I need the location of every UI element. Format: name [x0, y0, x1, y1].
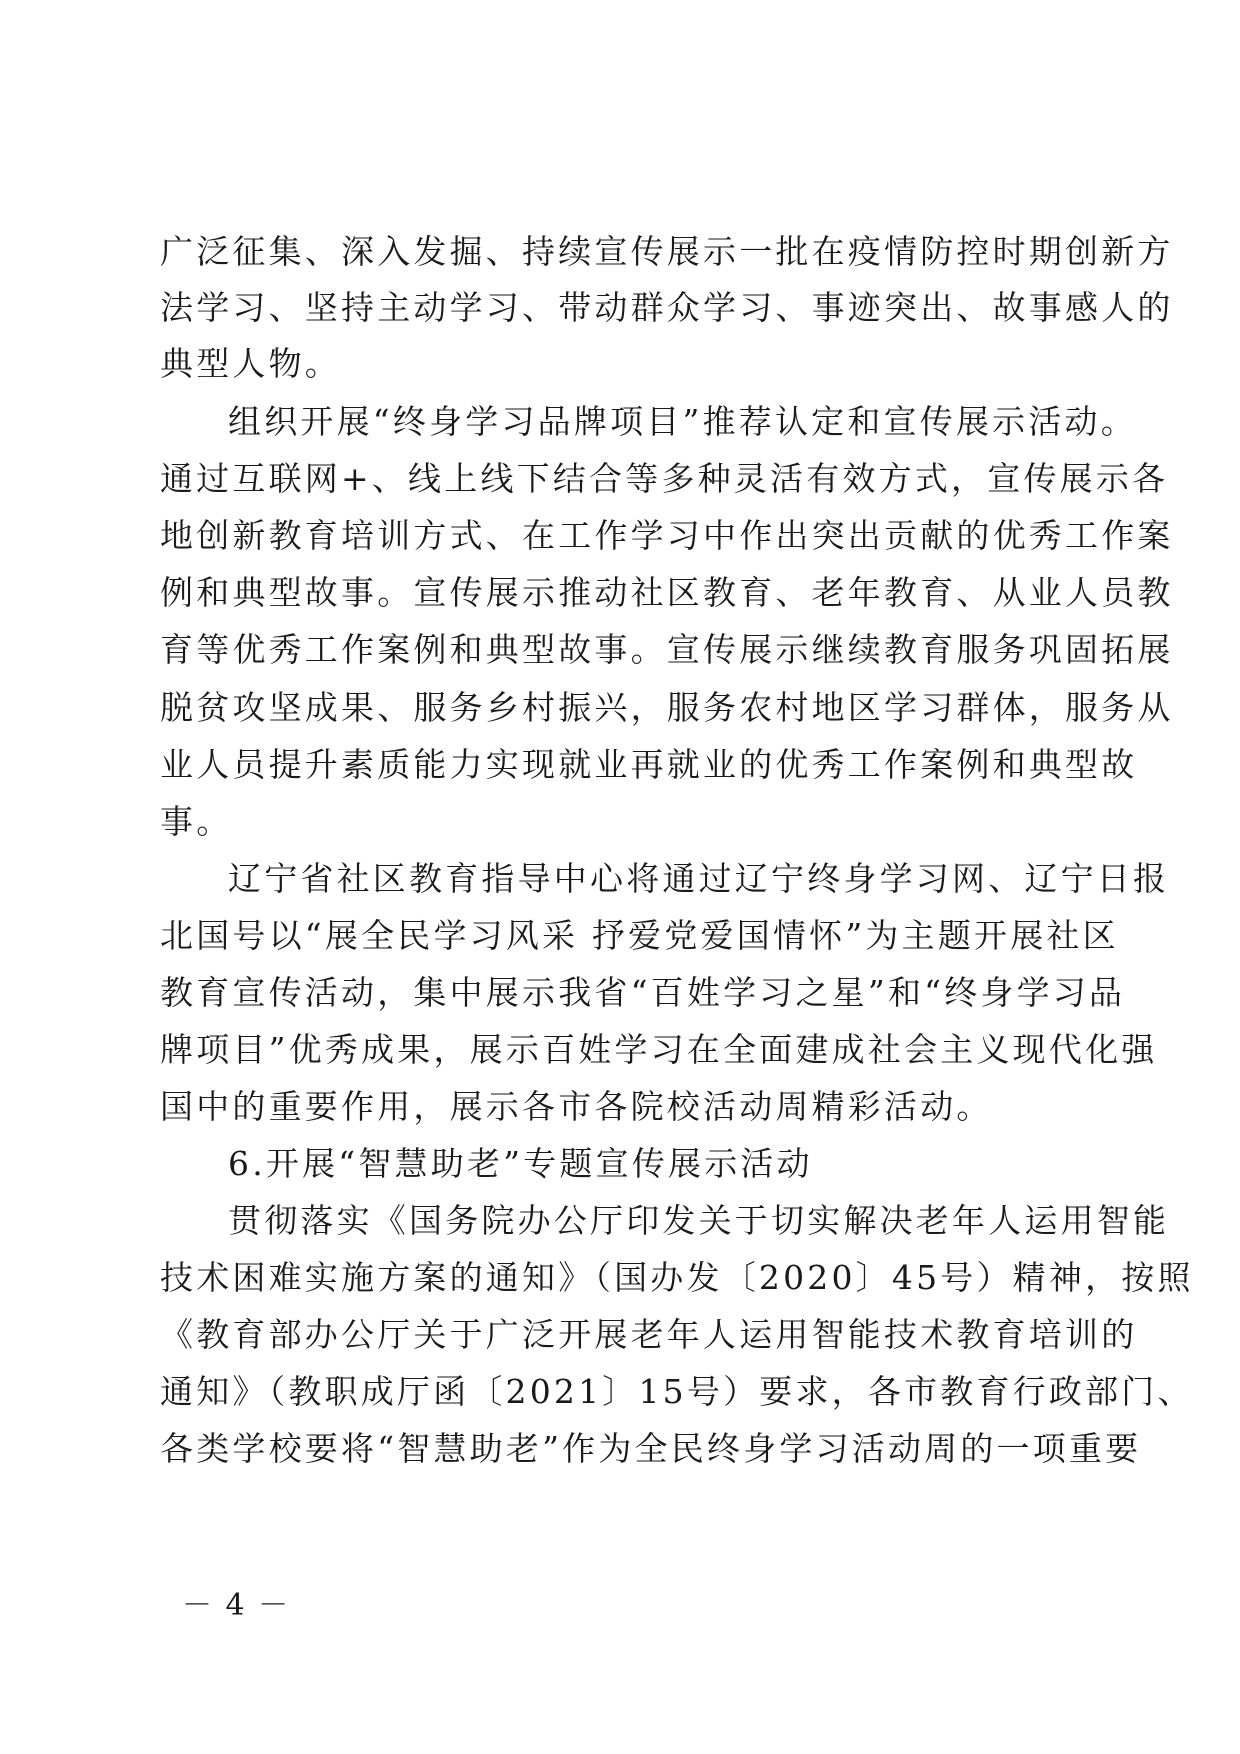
body-line-9: 脱贫攻坚成果、服务乡村振兴，服务农村地区学习群体，服务从 [160, 688, 1174, 727]
body-line-12: 辽宁省社区教育指导中心将通过辽宁终身学习网、辽宁日报 [228, 859, 1170, 898]
body-line-2: 法学习、坚持主动学习、带动群众学习、事迹突出、故事感人的 [160, 288, 1174, 327]
body-line-21: 通知》（教职成厅函〔2021〕15号）要求，各市教育行政部门、 [160, 1372, 1194, 1411]
body-line-22: 各类学校要将“智慧助老”作为全民终身学习活动周的一项重要 [160, 1429, 1142, 1468]
body-line-16: 国中的重要作用，展示各市各院校活动周精彩活动。 [160, 1087, 993, 1126]
body-line-8: 育等优秀工作案例和典型故事。宣传展示继续教育服务巩固拓展 [160, 630, 1174, 669]
body-line-13: 北国号以“展全民学习风采 抒爱党爱国情怀”为主题开展社区 [160, 916, 1119, 955]
body-line-1: 广泛征集、深入发掘、持续宣传展示一批在疫情防控时期创新方 [160, 232, 1174, 271]
body-line-14: 教育宣传活动，集中展示我省“百姓学习之星”和“终身学习品 [160, 973, 1126, 1012]
body-line-5: 通过互联网+、线上线下结合等多种灵活有效方式，宣传展示各 [160, 459, 1169, 498]
section-heading: 6.开展“智慧助老”专题宣传展示活动 [228, 1144, 813, 1183]
body-line-19: 技术困难实施方案的通知》（国办发〔2020〕45号）精神，按照 [160, 1258, 1194, 1297]
body-line-3: 典型人物。 [160, 344, 341, 383]
body-line-4: 组织开展“终身学习品牌项目”推荐认定和宣传展示活动。 [228, 402, 1137, 441]
body-line-15: 牌项目”优秀成果，展示百姓学习在全面建成社会主义现代化强 [160, 1030, 1158, 1069]
body-line-7: 例和典型故事。宣传展示推动社区教育、老年教育、从业人员教 [160, 573, 1174, 612]
body-line-20: 《教育部办公厅关于广泛开展老年人运用智能技术教育培训的 [160, 1315, 1138, 1354]
body-line-6: 地创新教育培训方式、在工作学习中作出突出贡献的优秀工作案 [160, 516, 1174, 555]
body-line-18: 贯彻落实《国务院办公厅印发关于切实解决老年人运用智能 [228, 1201, 1170, 1240]
body-line-11: 事。 [160, 802, 233, 841]
body-line-10: 业人员提升素质能力实现就业再就业的优秀工作案例和典型故 [160, 745, 1138, 784]
page-number: － 4 － [182, 1588, 291, 1623]
